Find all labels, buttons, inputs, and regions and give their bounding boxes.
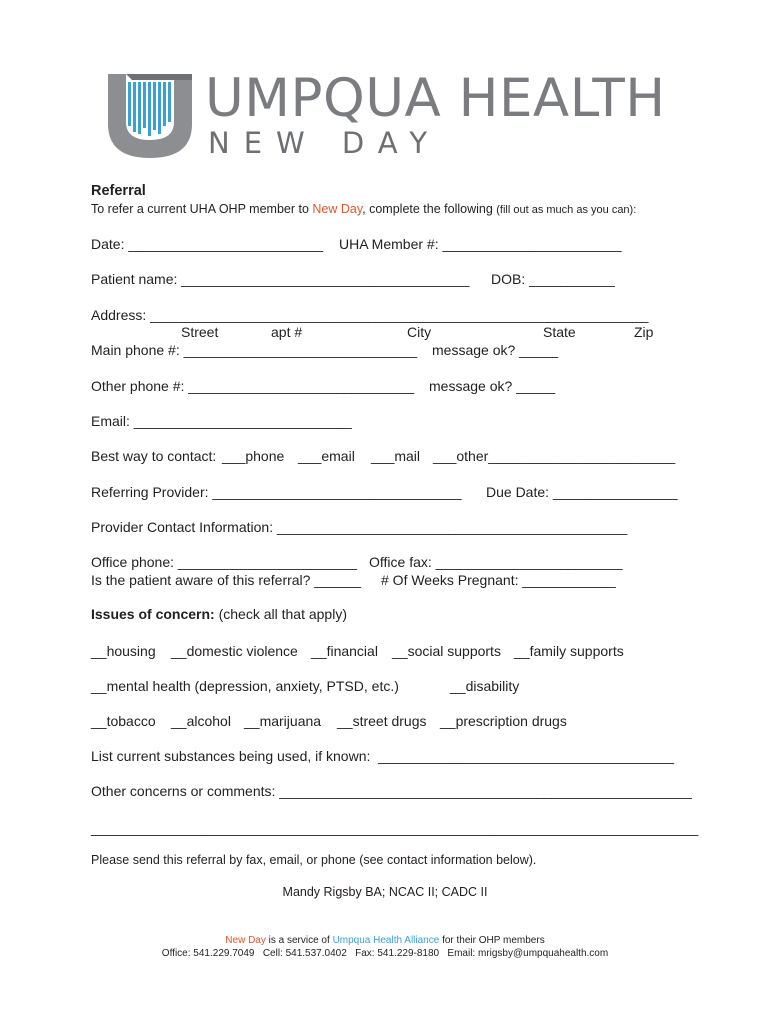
issue-street-drugs[interactable]: __street drugs bbox=[337, 713, 427, 729]
contact-phone-option[interactable]: ___phone bbox=[222, 448, 285, 464]
umpqua-shield-icon bbox=[102, 70, 198, 162]
email-field[interactable]: Email: ____________________________ bbox=[91, 413, 352, 429]
contact-mail-option[interactable]: ___mail bbox=[371, 448, 421, 464]
weeks-pregnant-field[interactable]: # Of Weeks Pregnant: ____________ bbox=[381, 572, 616, 588]
intro-prefix: To refer a current UHA OHP member to bbox=[91, 202, 313, 216]
address-zip-label: Zip bbox=[634, 324, 654, 340]
issue-housing[interactable]: __housing bbox=[91, 643, 156, 659]
substances-field[interactable]: List current substances being used, if known: ______________________________________ bbox=[91, 748, 675, 764]
address-field[interactable]: Address: ________________________________________________________________ bbox=[91, 307, 649, 323]
footer-is-service: is a service of bbox=[265, 935, 333, 946]
office-fax-field[interactable]: Office fax: ________________________ bbox=[369, 554, 623, 570]
main-phone-field[interactable]: Main phone #: ______________________________ bbox=[91, 342, 418, 358]
issue-marijuana[interactable]: __marijuana bbox=[244, 713, 322, 729]
footer-cell: Cell: 541.537.0402 bbox=[262, 948, 347, 959]
intro-new-day: New Day bbox=[312, 202, 363, 216]
issues-heading-note: (check all that apply) bbox=[214, 606, 347, 622]
dob-field[interactable]: DOB: ___________ bbox=[491, 271, 615, 287]
issue-financial[interactable]: __financial bbox=[311, 643, 378, 659]
address-street-label: Street bbox=[181, 324, 219, 340]
issue-family-supports[interactable]: __family supports bbox=[514, 643, 624, 659]
logo-sub-text: NEW DAY bbox=[208, 126, 442, 160]
intro-middle: , complete the following bbox=[362, 202, 497, 216]
provider-contact-field[interactable]: Provider Contact Information: _____________________________________________ bbox=[91, 519, 628, 535]
issue-disability[interactable]: __disability bbox=[450, 678, 520, 694]
patient-name-field[interactable]: Patient name: _____________________________________ bbox=[91, 271, 470, 287]
intro-text bbox=[91, 202, 636, 216]
comments-line-2[interactable]: ______________________________________________________________________________ bbox=[91, 820, 699, 836]
contact-method-label: Best way to contact: bbox=[91, 448, 217, 464]
issues-heading-label: Issues of concern: bbox=[91, 606, 215, 622]
intro-note: (fill out as much as you can): bbox=[496, 204, 637, 216]
footer-email[interactable]: Email: mrigsby@umpquahealth.com bbox=[447, 948, 609, 959]
footer-alliance: Umpqua Health Alliance bbox=[332, 935, 440, 946]
contact-email-option[interactable]: ___email bbox=[298, 448, 355, 464]
issue-alcohol[interactable]: __alcohol bbox=[171, 713, 231, 729]
footer-service-line bbox=[0, 935, 770, 946]
footer-contact-line bbox=[0, 948, 770, 959]
issue-social-supports[interactable]: __social supports bbox=[392, 643, 501, 659]
comments-field[interactable]: Other concerns or comments: _____________________________________________________ bbox=[91, 783, 692, 799]
issues-heading bbox=[91, 606, 347, 622]
footer-for-members: for their OHP members bbox=[439, 935, 545, 946]
footer-fax: Fax: 541.229-8180 bbox=[355, 948, 440, 959]
footer-new-day: New Day bbox=[225, 935, 266, 946]
main-phone-message-ok[interactable]: message ok? _____ bbox=[432, 342, 559, 358]
office-phone-field[interactable]: Office phone: _______________________ bbox=[91, 554, 357, 570]
other-phone-field[interactable]: Other phone #: _____________________________ bbox=[91, 378, 415, 394]
contact-other-option[interactable]: ___other________________________ bbox=[433, 448, 676, 464]
issue-prescription-drugs[interactable]: __prescription drugs bbox=[440, 713, 567, 729]
due-date-field[interactable]: Due Date: ________________ bbox=[486, 484, 678, 500]
issue-tobacco[interactable]: __tobacco bbox=[91, 713, 156, 729]
address-state-label: State bbox=[543, 324, 576, 340]
address-apt-label: apt # bbox=[271, 324, 303, 340]
contact-name: Mandy Rigsby BA; NCAC II; CADC II bbox=[282, 885, 488, 899]
uha-member-field[interactable]: UHA Member #: _______________________ bbox=[339, 236, 622, 252]
date-field[interactable]: Date: _________________________ bbox=[91, 236, 324, 252]
footer-office: Office: 541.229.7049 bbox=[161, 948, 255, 959]
address-city-label: City bbox=[407, 324, 432, 340]
other-phone-message-ok[interactable]: message ok? _____ bbox=[429, 378, 556, 394]
logo-main-text: UMPQUA HEALTH bbox=[205, 68, 666, 129]
referring-provider-field[interactable]: Referring Provider: ________________________________ bbox=[91, 484, 462, 500]
send-instructions: Please send this referral by fax, email, or phone (see contact information below). bbox=[91, 853, 537, 867]
form-title: Referral bbox=[91, 183, 146, 199]
issue-domestic-violence[interactable]: __domestic violence bbox=[171, 643, 298, 659]
issue-mental-health[interactable]: __mental health (depression, anxiety, PTSD, etc.) bbox=[91, 678, 399, 694]
patient-aware-field[interactable]: Is the patient aware of this referral? ______ bbox=[91, 572, 362, 588]
